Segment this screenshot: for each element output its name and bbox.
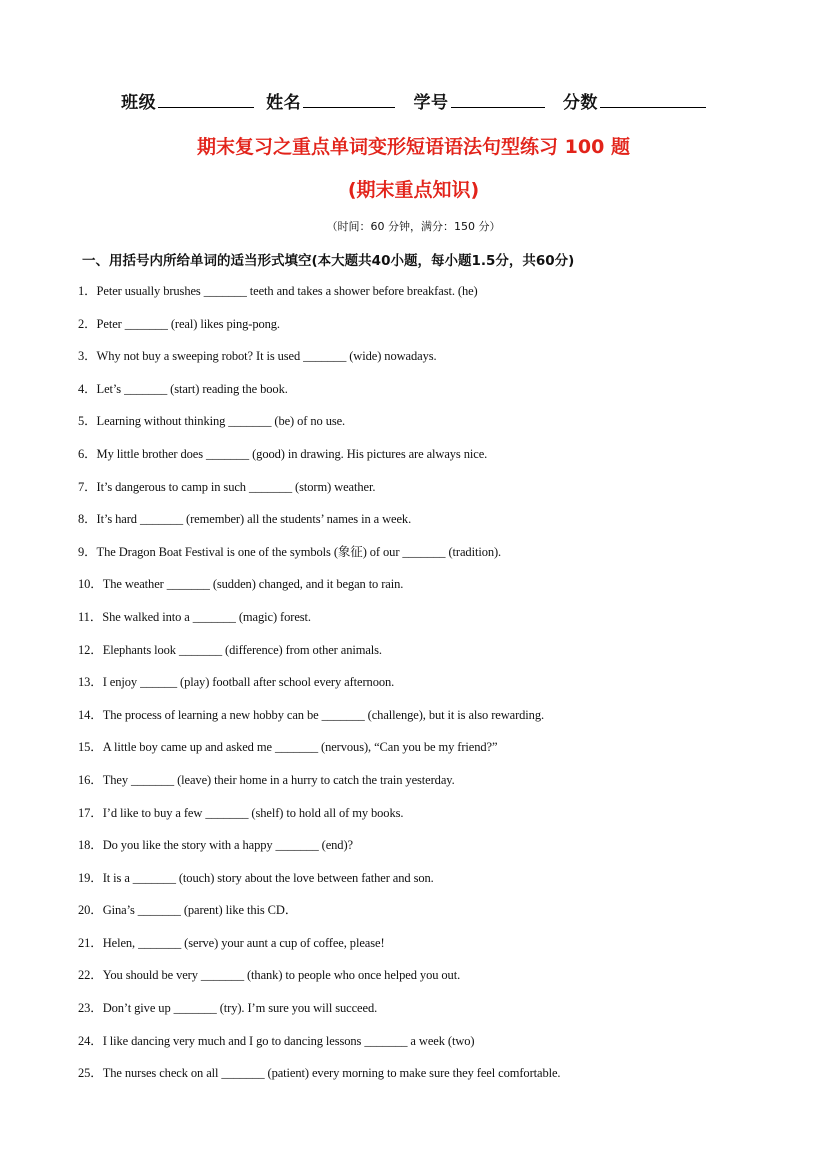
question-item: 7．It’s dangerous to camp in such _______ (storm) weather.	[78, 479, 376, 494]
score-blank	[600, 106, 706, 108]
question-item: 4．Let’s _______ (start) reading the book.	[78, 381, 288, 396]
name-label: 姓名	[266, 93, 302, 113]
question-item: 13．I enjoy ______ (play) football after school every afternoon.	[78, 675, 395, 690]
question-item: 6．My little brother does _______ (good) in drawing. His pictures are always nice.	[78, 446, 488, 461]
question-item: 5．Learning without thinking _______ (be) of no use.	[78, 414, 346, 429]
question-item: 2．Peter _______ (real) likes ping-pong.	[78, 316, 280, 331]
page-subtitle: (期末重点知识)	[347, 179, 480, 201]
name-field	[266, 93, 395, 113]
page-title: 期末复习之重点单词变形短语语法句型练习 100 题	[197, 136, 630, 158]
question-item: 14．The process of learning a new hobby can be _______ (challenge), but it is also rewarding.	[78, 707, 545, 722]
student-info-line	[0, 88, 827, 113]
class-field	[121, 93, 254, 113]
question-item: 1．Peter usually brushes _______ teeth and takes a shower before breakfast. (he)	[78, 284, 478, 298]
question-item: 8．It’s hard _______ (remember) all the students’ names in a week.	[78, 512, 412, 527]
question-item: 20．Gina’s _______ (parent) like this CD．	[78, 903, 298, 918]
question-item: 22．You should be very _______ (thank) to people who once helped you out.	[78, 968, 461, 983]
question-item: 12．Elephants look _______ (difference) from other animals.	[78, 642, 382, 657]
score-field	[563, 93, 706, 113]
question-item: 19．It is a _______ (touch) story about the love between father and son.	[78, 870, 434, 885]
question-item: 21．Helen, _______ (serve) your aunt a cup of coffee, please!	[78, 935, 385, 950]
question-item: 16．They _______ (leave) their home in a hurry to catch the train yesterday.	[78, 772, 455, 787]
class-label: 班级	[121, 93, 157, 113]
section-heading: 一、用括号内所给单词的适当形式填空(本大题共40小题，每小题1.5分，共60分)	[82, 253, 575, 269]
name-blank	[303, 106, 395, 108]
score-label: 分数	[562, 93, 598, 113]
question-item: 10．The weather _______ (sudden) changed, and it began to rain.	[78, 577, 404, 592]
question-item: 18．Do you like the story with a happy _______ (end)?	[78, 838, 353, 853]
question-item: 24．I like dancing very much and I go to dancing lessons _______ a week (two)	[78, 1033, 475, 1048]
question-list	[78, 281, 778, 1096]
time-note: （时间：60 分钟，满分：150 分）	[326, 220, 501, 233]
question-item: 17．I’d like to buy a few _______ (shelf) to hold all of my books.	[78, 805, 404, 820]
question-item: 11．She walked into a _______ (magic) forest.	[78, 609, 311, 624]
question-item: 3．Why not buy a sweeping robot? It is used _______ (wide) nowadays.	[78, 349, 437, 364]
question-item: 9．The Dragon Boat Festival is one of the symbols (象征) of our _______ (tradition).	[78, 544, 502, 559]
question-item: 23．Don’t give up _______ (try). I’m sure you will succeed.	[78, 1001, 378, 1016]
number-field	[414, 93, 545, 113]
class-blank	[158, 106, 254, 108]
number-label: 学号	[413, 93, 449, 113]
number-blank	[451, 106, 545, 108]
question-item: 15．A little boy came up and asked me _______ (nervous), “Can you be my friend?”	[78, 740, 498, 755]
question-item: 25．The nurses check on all _______ (patient) every morning to make sure they feel comfortable.	[78, 1066, 561, 1081]
